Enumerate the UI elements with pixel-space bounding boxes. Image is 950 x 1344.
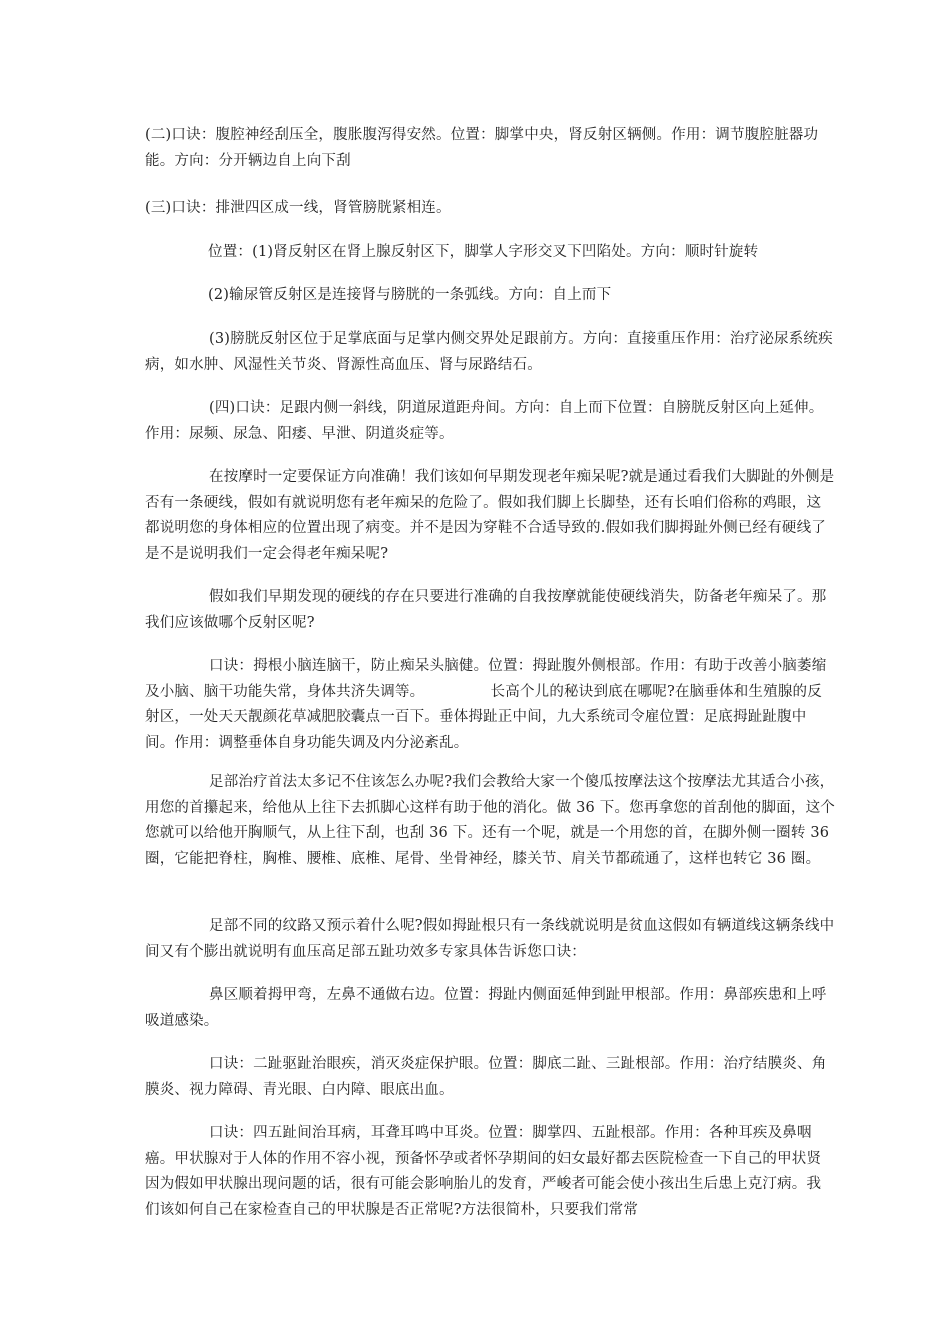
paragraph-cerebellum: 口诀：拇根小脑连脑干，防止痴呆头脑健。位置：拇趾腹外侧根部。作用：有助于改善小脑萎缩及小脑、脑干功能失常，身体共济失调等。 长高个儿的秘诀到底在哪呢?在脑垂体和生殖腺的反射区，一处天天靓颜花草减肥胶囊点一百下。垂体拇趾正中间，九大系统司令雇位置：足底拇趾趾腹中间。作用：调整垂体自身功能失调及内分泌紊乱。	[145, 658, 827, 751]
paragraph-vagina-urethra: (四)口诀：足跟内侧一斜线，阴道尿道距舟间。方向：自上而下位置：自膀胱反射区向上延伸。作用：尿频、尿急、阳痿、早泄、阴道炎症等。	[145, 400, 824, 442]
paragraph-abdominal-nerve: (二)口诀：腹腔神经刮压全，腹胀腹泻得安然。位置：脚掌中央，肾反射区辆侧。作用：调节腹腔脏器功能。方向：分开辆边自上向下刮	[145, 127, 819, 169]
paragraph-kidney-position: 位置：(1)肾反射区在肾上腺反射区下，脚掌人字形交叉下凹陷处。方向：顺时针旋转	[208, 244, 759, 260]
paragraph-excretion-zones: (三)口诀：排泄四区成一线，肾管膀胱紧相连。	[145, 200, 451, 216]
paragraph-massage-method: 足部治疗首法太多记不住该怎么办呢?我们会教给大家一个傻瓜按摩法这个按摩法尤其适合小孩，用您的首攥起来，给他从上往下去抓脚心这样有助于他的消化。做 36 下。您再拿您的首刮他的脚面，这个您就可以给他开胸顺气，从上往下刮，也刮 36 下。还有一个呢，就是一个用您的首，在脚外侧一圈转 36 圈，它能把脊柱，胸椎、腰椎、底椎、尾骨、坐骨神经，膝关节、肩关节都疏通了，这样也转它 36 圈。	[145, 774, 835, 867]
paragraph-bladder: (3)膀胱反射区位于足掌底面与足掌内侧交界处足跟前方。方向：直接重压作用：治疗泌尿系统疾病，如水肿、风湿性关节炎、肾源性高血压、肾与尿路结石。	[145, 331, 833, 373]
paragraph-dementia-detection: 在按摩时一定要保证方向准确！我们该如何早期发现老年痴呆呢?就是通过看我们大脚趾的外侧是否有一条硬线，假如有就说明您有老年痴呆的危险了。假如我们脚上长脚垫，还有长咱们俗称的鸡眼，这都说明您的身体相应的位置出现了病变。并不是因为穿鞋不合适导致的.假如我们脚拇趾外侧已经有硬线了是不是说明我们一定会得老年痴呆呢?	[145, 469, 835, 562]
paragraph-hard-line: 假如我们早期发现的硬线的存在只要进行准确的自我按摩就能使硬线消失，防备老年痴呆了。那我们应该做哪个反射区呢?	[145, 589, 827, 631]
paragraph-eye-zone: 口诀：二趾驱趾治眼疾，消灭炎症保护眼。位置：脚底二趾、三趾根部。作用：治疗结膜炎、角膜炎、视力障碍、青光眼、白内障、眼底出血。	[145, 1056, 827, 1098]
paragraph-ureter: (2)输尿管反射区是连接肾与膀胱的一条弧线。方向：自上而下	[208, 287, 612, 303]
paragraph-foot-lines: 足部不同的纹路又预示着什么呢?假如拇趾根只有一条线就说明是贫血这假如有辆道线这辆条线中间又有个膨出就说明有血压高足部五趾功效多专家具体告诉您口诀：	[145, 918, 835, 960]
paragraph-ear-thyroid: 口诀：四五趾间治耳病，耳聋耳鸣中耳炎。位置：脚掌四、五趾根部。作用：各种耳疾及鼻咽癌。甲状腺对于人体的作用不容小视，预备怀孕或者怀孕期间的妇女最好都去医院检查一下自己的甲状贤 因为假如甲状腺出现问题的话，很有可能会影响胎儿的发育，严峻者可能会使小孩出生后患上克汀病。我们该如何自己在家检查自己的甲状腺是否正常呢?方法很简朴，只要我们常常	[145, 1125, 836, 1218]
paragraph-nose-zone: 鼻区顺着拇甲弯，左鼻不通做右边。位置：拇趾内侧面延伸到趾甲根部。作用：鼻部疾患和上呼吸道感染。	[145, 987, 827, 1029]
